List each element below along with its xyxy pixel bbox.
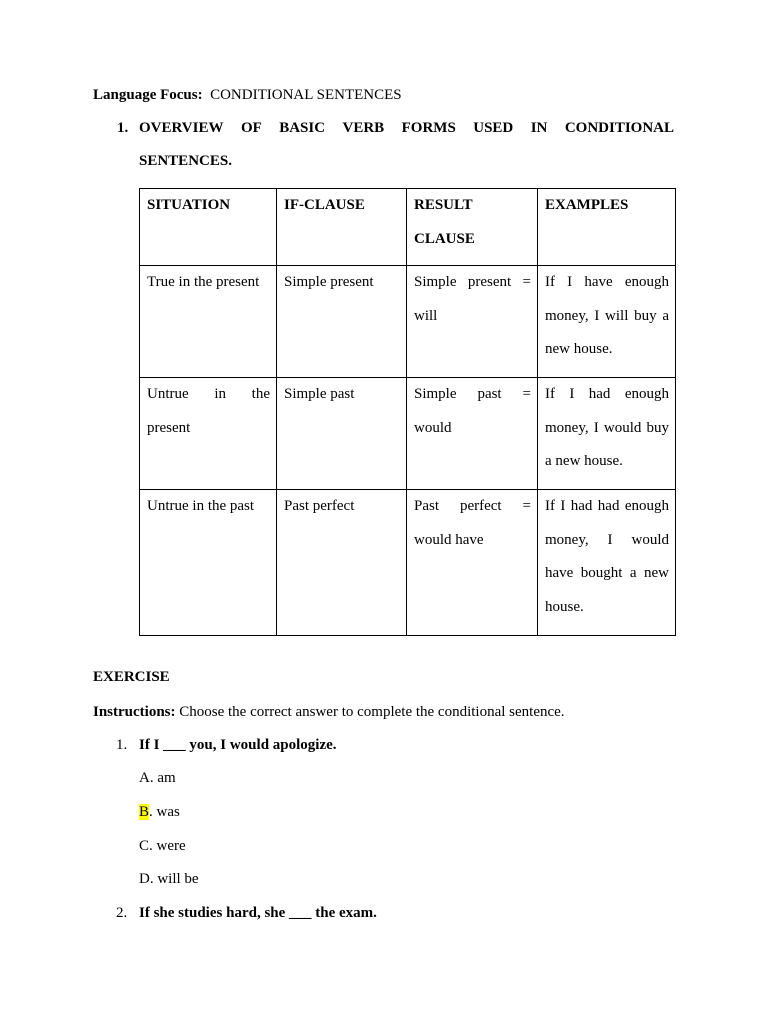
answer-option-d[interactable] (139, 871, 199, 888)
example-cell: If I had enough money, I would buy a new house. (538, 378, 676, 490)
exercise-title: EXERCISE (93, 669, 170, 685)
header-cell: IF-CLAUSE (277, 189, 407, 266)
instructions-label: Instructions: (93, 704, 176, 720)
result-cell: Simple past = would (407, 378, 538, 490)
table-row (140, 490, 676, 636)
heading-word: OF (240, 120, 262, 136)
section-heading-line2: SENTENCES. (139, 153, 232, 169)
page-title (93, 87, 402, 104)
if-clause-cell: Simple present (277, 266, 407, 378)
situation-cell: Untrue in the past (140, 490, 277, 636)
instructions-text: Choose the correct answer to complete the conditional sentence. (179, 704, 565, 720)
heading-word: FORMS (401, 120, 456, 136)
option-letter: A (139, 770, 150, 786)
heading-word: BASIC (279, 120, 326, 136)
table-row (140, 378, 676, 490)
header-cell: SITUATION (140, 189, 277, 266)
question-text: If I ___ you, I would apologize. (139, 737, 337, 753)
question-number: 2. (116, 905, 128, 921)
answer-option-c[interactable] (139, 838, 186, 855)
situation-cell: True in the present (140, 266, 277, 378)
if-clause-cell: Past perfect (277, 490, 407, 636)
option-text: . were (149, 838, 186, 854)
heading-word: IN (530, 120, 548, 136)
header-cell: EXAMPLES (538, 189, 676, 266)
heading-word: VERB (342, 120, 385, 136)
heading-word: USED (473, 120, 514, 136)
option-letter-highlighted: B (139, 804, 150, 820)
table-row (140, 266, 676, 378)
example-cell: If I have enough money, I will buy a new house. (538, 266, 676, 378)
title-text: CONDITIONAL SENTENCES (210, 87, 402, 103)
example-cell: If I had had enough money, I would have bought a new house. (538, 490, 676, 636)
question-number: 1. (116, 737, 128, 753)
result-cell: Simple present = will (407, 266, 538, 378)
section-number: 1. (117, 120, 129, 136)
heading-word: CONDITIONAL (564, 120, 674, 136)
conditional-overview-table (139, 188, 676, 636)
instructions (93, 704, 565, 721)
option-text: . will be (149, 871, 199, 887)
option-text: . am (149, 770, 176, 786)
option-text: . was (149, 804, 180, 820)
header-cell: RESULT CLAUSE (407, 189, 538, 266)
situation-cell: Untrue in the present (140, 378, 277, 490)
answer-option-a[interactable] (139, 770, 176, 787)
title-prefix: Language Focus: (93, 87, 203, 103)
heading-word: OVERVIEW (139, 120, 224, 136)
answer-option-b[interactable] (139, 804, 180, 821)
option-letter: C (139, 838, 150, 854)
table-header-row (140, 189, 676, 266)
option-letter: D (139, 871, 150, 887)
section-heading-line1 (139, 120, 674, 137)
question-text: If she studies hard, she ___ the exam. (139, 905, 377, 921)
if-clause-cell: Simple past (277, 378, 407, 490)
result-cell: Past perfect = would have (407, 490, 538, 636)
